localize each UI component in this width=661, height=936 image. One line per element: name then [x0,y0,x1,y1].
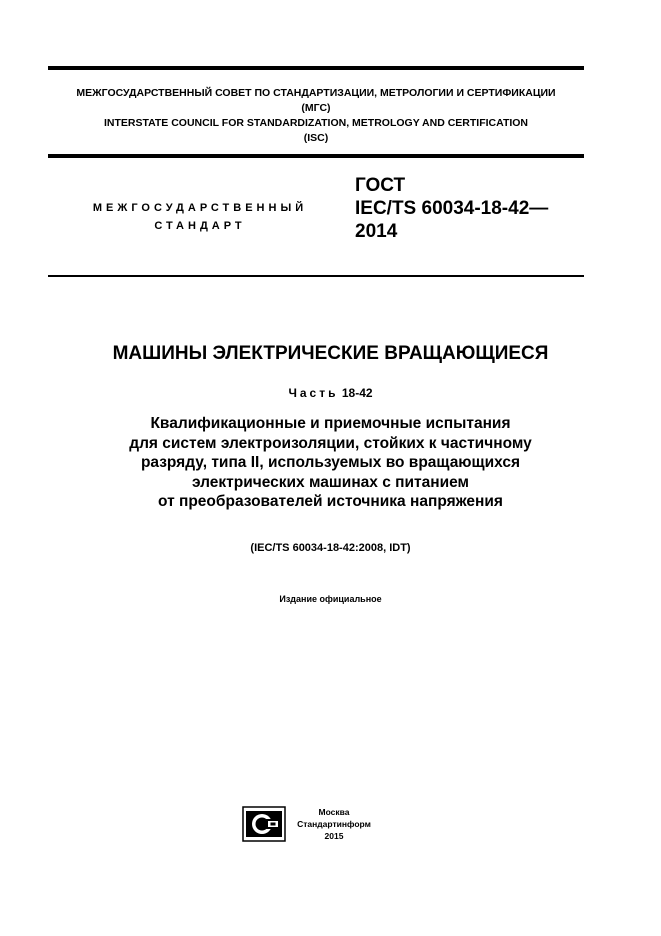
edition-note: Издание официальное [279,594,382,604]
subtitle-line: для систем электроизоляции, стойких к частичному [129,434,532,452]
classification-line-1: МЕЖГОСУДАРСТВЕННЫЙ [92,202,308,214]
council-abbr-ru: (МГС) [301,102,331,114]
council-abbr-en: (ISC) [303,132,329,144]
subtitle-line: электрических машинах с питанием [191,473,470,491]
international-equivalence: (IEC/TS 60034-18-42:2008, IDT) [250,542,411,554]
document-title: МАШИНЫ ЭЛЕКТРИЧЕСКИЕ ВРАЩАЮЩИЕСЯ [112,343,549,364]
document-subtitle [0,414,661,512]
publisher-block [294,806,374,842]
subtitle-line: разряду, типа II, используемых во вращающихся [140,454,521,471]
designation-prefix: ГОСТ [355,175,406,196]
part-label [0,385,661,401]
standartinform-logo-icon [242,806,286,842]
council-header [48,86,584,146]
part-number: 18-42 [341,386,373,400]
council-name-en: INTERSTATE COUNCIL FOR STANDARDIZATION, METROLOGY AND CERTIFICATION [103,117,529,129]
subtitle-line: от преобразователей источника напряжения [158,493,503,510]
section-rule [48,275,584,277]
part-word: Часть [288,386,339,400]
designation-number: IEC/TS 60034-18-42— [355,198,549,219]
classification-line-2: СТАНДАРТ [154,220,246,232]
publisher-city: Москва [318,807,350,817]
subtitle-line: Квалификационные и приемочные испытания [150,415,511,432]
publisher-year: 2015 [324,831,344,841]
top-rule [48,66,584,70]
council-name-ru: МЕЖГОСУДАРСТВЕННЫЙ СОВЕТ ПО СТАНДАРТИЗАЦИИ, МЕТРОЛОГИИ И СЕРТИФИКАЦИИ [76,87,556,99]
header-rule [48,154,584,158]
standard-classification [70,199,330,235]
standard-designation [355,174,548,243]
designation-year: 2014 [355,221,398,242]
publisher-name: Стандартинформ [297,819,371,829]
